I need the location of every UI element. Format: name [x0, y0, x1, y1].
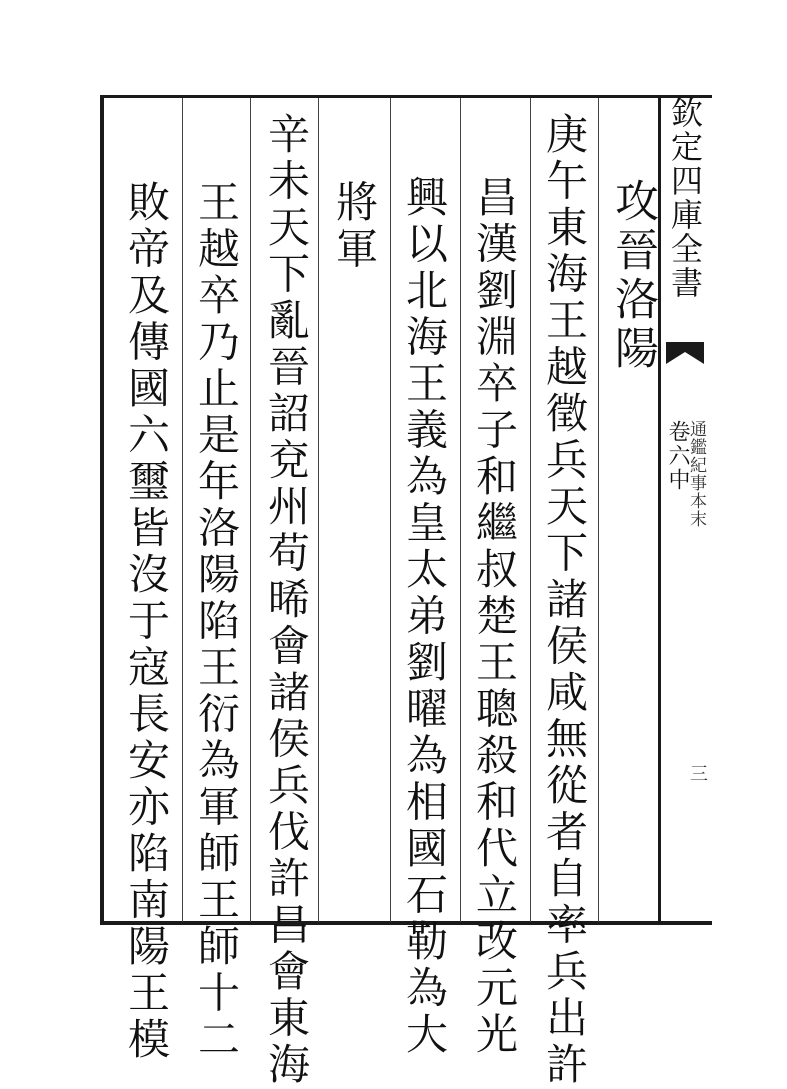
- page-number: 三: [690, 764, 708, 785]
- text-column: 將軍: [330, 180, 379, 273]
- text-column: 敗帝及傳國六璽皆沒于寇長安亦陷南陽王模: [122, 180, 171, 1064]
- column-rule: [318, 98, 319, 922]
- column-rule: [182, 98, 183, 922]
- text-column: 王越卒乃止是年洛陽陷王衍為軍師王師十二: [192, 180, 241, 1064]
- text-column: 庚午東海王越徵兵天下諸侯咸無從者自率兵出許: [540, 112, 589, 1089]
- book-subtitle: 通鑑紀事本末: [686, 420, 706, 528]
- text-column: 興以北海王義為皇太弟劉曜為相國石勒為大: [400, 175, 449, 1059]
- column-rule: [530, 98, 531, 922]
- column-rule: [250, 98, 251, 922]
- column-rule: [598, 98, 599, 922]
- text-column-heading: 攻晉洛陽: [607, 178, 658, 374]
- margin-rule: [658, 98, 661, 922]
- fish-tail-ornament-icon: [664, 338, 706, 368]
- text-column: 昌漢劉淵卒子和繼叔楚王聰殺和代立改元光: [470, 175, 519, 1059]
- column-rule: [460, 98, 461, 922]
- text-column: 辛未天下亂晉詔兗州苟晞會諸侯兵伐許昌會東海: [262, 112, 311, 1089]
- book-title: 欽定四庫全書: [666, 96, 704, 300]
- column-rule: [390, 98, 391, 922]
- volume-label: 卷六中: [665, 420, 690, 492]
